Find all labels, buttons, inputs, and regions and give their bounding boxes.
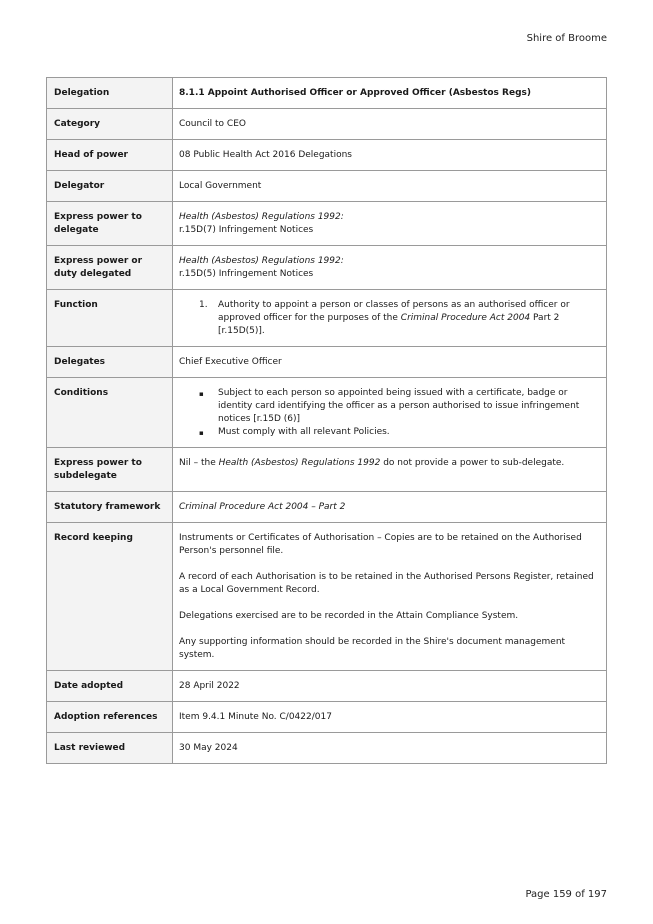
row-value: Chief Executive Officer (173, 347, 607, 378)
table-row-delegates (47, 347, 607, 378)
table-row-adoption-references (47, 702, 607, 733)
row-value (173, 246, 607, 290)
row-label: Date adopted (47, 671, 173, 702)
delegation-title: 8.1.1 Appoint Authorised Officer or Approved Officer (Asbestos Regs) (173, 78, 607, 109)
table-row-head-of-power (47, 140, 607, 171)
table-row-subdelegate (47, 448, 607, 492)
function-list (179, 299, 599, 338)
row-label: Statutory framework (47, 492, 173, 523)
condition-text: Subject to each person so appointed being issued with a certificate, badge or identity card identifying the officer as a person authorised to issue infringement notices [r.15D (6)] (218, 388, 580, 424)
row-label: Express power or duty delegated (47, 246, 173, 290)
record-paragraph: Any supporting information should be recorded in the Shire's document management system. (179, 637, 566, 660)
table-row-delegation (47, 78, 607, 109)
record-paragraph: Delegations exercised are to be recorded in the Attain Compliance System. (179, 611, 519, 621)
row-value (173, 290, 607, 347)
row-value (173, 448, 607, 492)
table-row-date-adopted (47, 671, 607, 702)
row-label: Delegates (47, 347, 173, 378)
row-label: Delegator (47, 171, 173, 202)
list-item (179, 426, 599, 439)
row-label: Category (47, 109, 173, 140)
subdelegate-text-b: do not provide a power to sub-delegate. (380, 458, 565, 468)
table-row-last-reviewed (47, 733, 607, 764)
list-item (179, 299, 599, 338)
row-label: Function (47, 290, 173, 347)
table-row-express-power-to-delegate (47, 202, 607, 246)
act-name: Health (Asbestos) Regulations 1992: (179, 212, 344, 222)
table-row-conditions (47, 378, 607, 448)
table-row-record-keeping (47, 523, 607, 671)
delegation-table (46, 77, 607, 764)
act-name: Health (Asbestos) Regulations 1992: (179, 256, 344, 266)
function-text-b: Part 2 [r.15D(5)]. (218, 313, 560, 336)
row-value: 28 April 2022 (173, 671, 607, 702)
table-row-delegator (47, 171, 607, 202)
list-item (179, 387, 599, 426)
condition-text: Must comply with all relevant Policies. (218, 427, 390, 437)
row-value: Council to CEO (173, 109, 607, 140)
row-value (173, 523, 607, 671)
row-label: Express power to delegate (47, 202, 173, 246)
table-row-category (47, 109, 607, 140)
row-label: Last reviewed (47, 733, 173, 764)
row-value: 08 Public Health Act 2016 Delegations (173, 140, 607, 171)
row-value (173, 378, 607, 448)
table-row-function (47, 290, 607, 347)
subdelegate-text-italic: Health (Asbestos) Regulations 1992 (218, 458, 381, 468)
table-row-express-power-or-duty (47, 246, 607, 290)
page-number: Page 159 of 197 (525, 889, 607, 900)
row-value: Criminal Procedure Act 2004 – Part 2 (173, 492, 607, 523)
row-value: Item 9.4.1 Minute No. C/0422/017 (173, 702, 607, 733)
row-label: Adoption references (47, 702, 173, 733)
table-row-statutory-framework (47, 492, 607, 523)
row-label: Record keeping (47, 523, 173, 671)
record-paragraph: A record of each Authorisation is to be retained in the Authorised Persons Register, retained as a Local Government Record. (179, 572, 594, 595)
row-value: Local Government (173, 171, 607, 202)
regulation-ref: r.15D(7) Infringement Notices (179, 225, 314, 235)
subdelegate-text-a: Nil – the (179, 458, 219, 468)
bullet-icon: ▪ (199, 429, 204, 437)
function-text-a: Authority to appoint a person or classes of persons as an authorised officer or approved officer for the purposes of the (218, 300, 570, 323)
list-number: 1. (199, 300, 208, 310)
function-text-italic: Criminal Procedure Act 2004 (400, 313, 531, 323)
regulation-ref: r.15D(5) Infringement Notices (179, 269, 314, 279)
row-label: Express power to subdelegate (47, 448, 173, 492)
record-paragraph: Instruments or Certificates of Authorisation – Copies are to be retained on the Authorised Person's personnel file. (179, 533, 582, 556)
bullet-icon: ▪ (199, 390, 204, 398)
row-label: Head of power (47, 140, 173, 171)
conditions-list (179, 387, 599, 439)
row-value: 30 May 2024 (173, 733, 607, 764)
row-label: Delegation (47, 78, 173, 109)
row-label: Conditions (47, 378, 173, 448)
row-value (173, 202, 607, 246)
page-header-org: Shire of Broome (526, 33, 607, 44)
